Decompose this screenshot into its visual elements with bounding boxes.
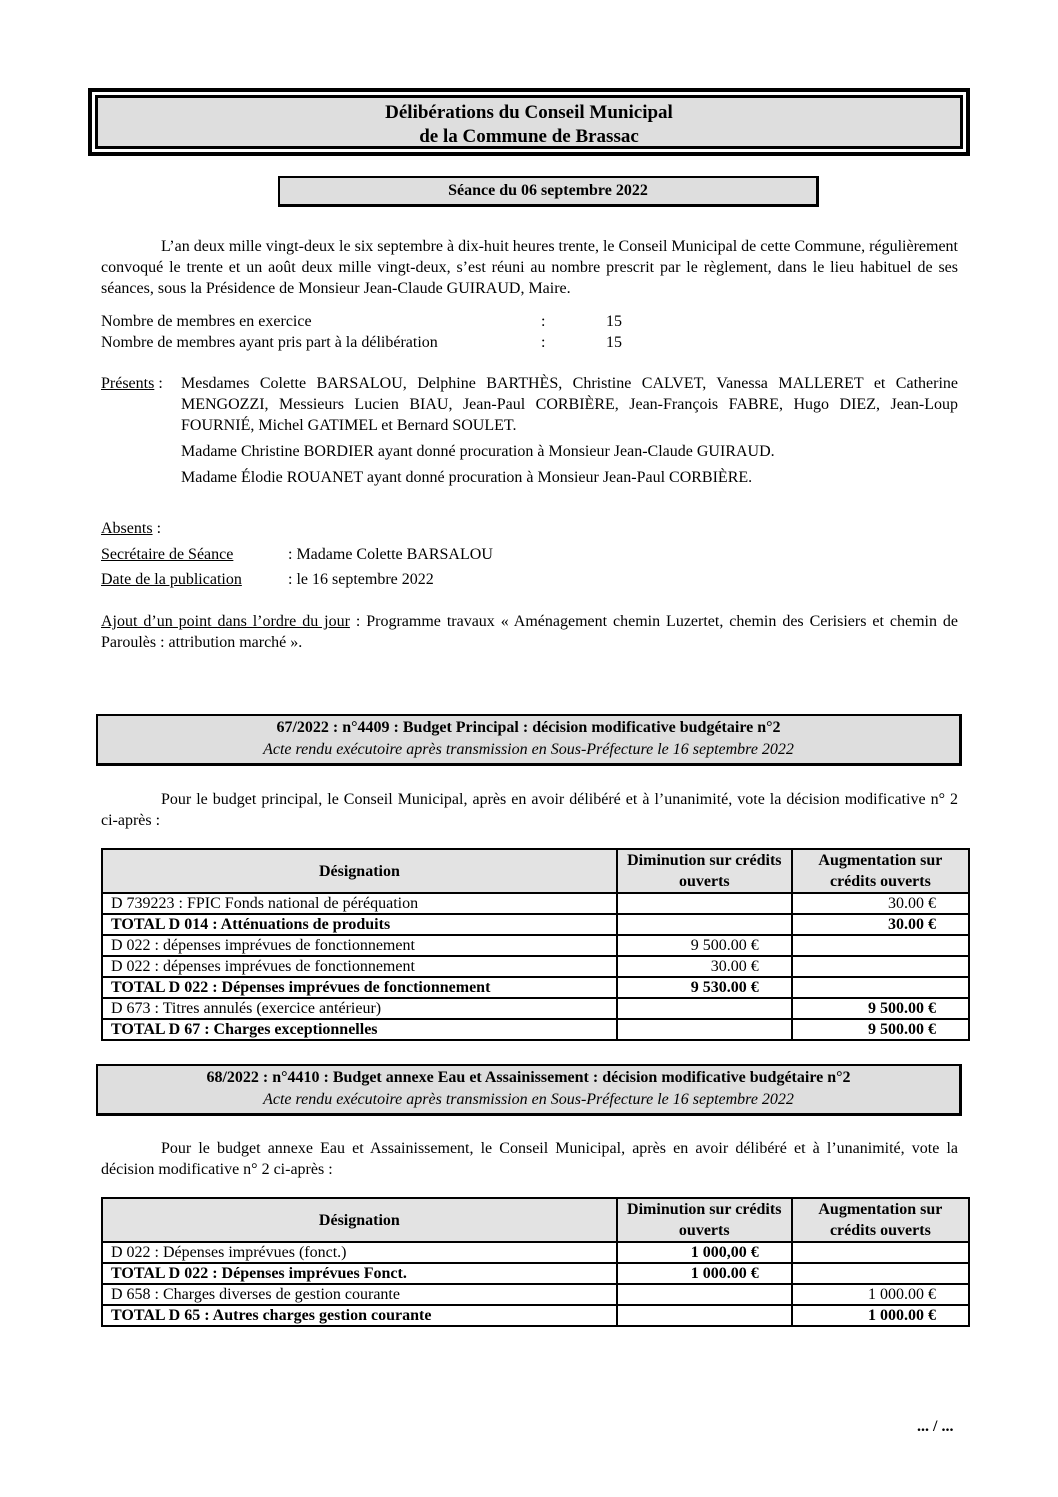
absents-row bbox=[101, 518, 161, 539]
deliberation-subtitle: Acte rendu exécutoire après transmission en Sous-Préfecture le 16 septembre 2022 bbox=[263, 1091, 794, 1108]
header-diminution: Diminution sur crédits ouverts bbox=[617, 1198, 792, 1242]
cell-augmentation bbox=[792, 977, 969, 998]
budget-principal-table bbox=[101, 848, 970, 1041]
deliberation-67-header bbox=[96, 714, 962, 766]
count-label: Nombre de membres en exercice bbox=[101, 313, 312, 330]
table-row bbox=[102, 1284, 969, 1305]
secretaire-row bbox=[101, 544, 493, 565]
cell-diminution bbox=[617, 998, 792, 1019]
table-total-row bbox=[102, 1305, 969, 1326]
procuration-1: Madame Christine BORDIER ayant donné procuration à Monsieur Jean-Claude GUIRAUD. bbox=[181, 443, 775, 460]
deliberation-title: 67/2022 : n°4409 : Budget Principal : décision modificative budgétaire n°2 bbox=[276, 719, 781, 736]
header-diminution: Diminution sur crédits ouverts bbox=[617, 849, 792, 893]
count-colon: : bbox=[541, 334, 546, 351]
publication-row bbox=[101, 569, 434, 590]
cell-designation: D 658 : Charges diverses de gestion courante bbox=[102, 1284, 617, 1305]
title-line-1: Délibérations du Conseil Municipal bbox=[385, 102, 673, 123]
cell-designation: D 022 : dépenses imprévues de fonctionnement bbox=[102, 935, 617, 956]
header-designation: Désignation bbox=[102, 849, 617, 893]
cell-diminution: 30.00 € bbox=[617, 956, 792, 977]
presents-label-wrap bbox=[101, 373, 163, 394]
cell-augmentation: 30.00 € bbox=[792, 914, 969, 935]
cell-designation: D 022 : dépenses imprévues de fonctionnement bbox=[102, 956, 617, 977]
cell-designation: TOTAL D 022 : Dépenses imprévues de fonctionnement bbox=[102, 977, 617, 998]
procuration-2: Madame Élodie ROUANET ayant donné procuration à Monsieur Jean-Paul CORBIÈRE. bbox=[181, 469, 753, 486]
cell-diminution: 1 000,00 € bbox=[617, 1242, 792, 1263]
cell-augmentation bbox=[792, 956, 969, 977]
deliberation-67-paragraph: Pour le budget principal, le Conseil Municipal, après en avoir délibéré et à l’unanimité, vote la décision modificative n° 2 ci-après : bbox=[101, 791, 958, 829]
cell-diminution: 9 530.00 € bbox=[617, 977, 792, 998]
cell-designation: TOTAL D 67 : Charges exceptionnelles bbox=[102, 1019, 617, 1040]
agenda-addition bbox=[101, 611, 958, 653]
secretaire-value: : Madame Colette BARSALOU bbox=[288, 546, 493, 563]
cell-augmentation: 30.00 € bbox=[792, 893, 969, 914]
cell-augmentation: 9 500.00 € bbox=[792, 1019, 969, 1040]
cell-diminution bbox=[617, 1019, 792, 1040]
deliberation-68-header bbox=[96, 1064, 962, 1116]
presents-section bbox=[101, 373, 958, 488]
cell-augmentation: 9 500.00 € bbox=[792, 998, 969, 1019]
header-augmentation: Augmentation sur crédits ouverts bbox=[792, 1198, 969, 1242]
cell-designation: D 673 : Titres annulés (exercice antérieur) bbox=[102, 998, 617, 1019]
cell-diminution bbox=[617, 914, 792, 935]
presents-label: Présents bbox=[101, 375, 155, 392]
deliberation-subtitle: Acte rendu exécutoire après transmission en Sous-Préfecture le 16 septembre 2022 bbox=[263, 741, 794, 758]
cell-designation: TOTAL D 022 : Dépenses imprévues Fonct. bbox=[102, 1263, 617, 1284]
deliberation-title: 68/2022 : n°4410 : Budget annexe Eau et Assainissement : décision modificative budgétaire n°2 bbox=[206, 1069, 851, 1086]
table-header-row bbox=[102, 849, 969, 893]
document-title-box bbox=[88, 88, 970, 156]
table-total-row bbox=[102, 914, 969, 935]
secretaire-label: Secrétaire de Séance bbox=[101, 546, 234, 563]
cell-designation: D 739223 : FPIC Fonds national de péréquation bbox=[102, 893, 617, 914]
publication-value: : le 16 septembre 2022 bbox=[288, 571, 434, 588]
budget-eau-assainissement-table bbox=[101, 1197, 970, 1327]
agenda-addition-label: Ajout d’un point dans l’ordre du jour bbox=[101, 613, 350, 630]
table-row bbox=[102, 1242, 969, 1263]
cell-designation: TOTAL D 014 : Atténuations de produits bbox=[102, 914, 617, 935]
cell-diminution: 1 000.00 € bbox=[617, 1263, 792, 1284]
presents-separator: : bbox=[154, 375, 163, 392]
cell-diminution bbox=[617, 1305, 792, 1326]
cell-augmentation bbox=[792, 1242, 969, 1263]
table-total-row bbox=[102, 1263, 969, 1284]
cell-designation: D 022 : Dépenses imprévues (fonct.) bbox=[102, 1242, 617, 1263]
intro-paragraph: L’an deux mille vingt-deux le six septembre à dix-huit heures trente, le Conseil Municipal de cette Commune, régulièrement convoqué le trente et un août deux mille vingt-deux, s’est réuni au nombre prescrit par le règlement, dans le lieu habituel de ses séances, sous la Présidence de Monsieur Jean-Claude GUIRAUD, Maire. bbox=[101, 238, 958, 297]
deliberation-68-paragraph: Pour le budget annexe Eau et Assainissement, le Conseil Municipal, après en avoir délibéré et à l’unanimité, vote la décision modificative n° 2 ci-après : bbox=[101, 1140, 958, 1178]
table-total-row bbox=[102, 977, 969, 998]
absents-separator: : bbox=[152, 520, 162, 537]
absents-label: Absents bbox=[101, 520, 153, 537]
count-colon: : bbox=[541, 313, 546, 330]
cell-designation: TOTAL D 65 : Autres charges gestion courante bbox=[102, 1305, 617, 1326]
document-title bbox=[95, 95, 963, 149]
table-row bbox=[102, 935, 969, 956]
table-header-row bbox=[102, 1198, 969, 1242]
title-line-2: de la Commune de Brassac bbox=[419, 126, 639, 147]
table-row bbox=[102, 956, 969, 977]
presents-list: Mesdames Colette BARSALOU, Delphine BARTHÈS, Christine CALVET, Vanessa MALLERET et Catherine MENGOZZI, Messieurs Lucien BIAU, Jean-Paul CORBIÈRE, Jean-François FABRE, Hugo DIEZ, Jean-Loup FOURNIÉ, Michel GATIMEL et Bernard SOULET. bbox=[181, 375, 958, 434]
seance-date-box: Séance du 06 septembre 2022 bbox=[278, 176, 819, 207]
cell-diminution bbox=[617, 1284, 792, 1305]
table-row bbox=[102, 998, 969, 1019]
page-continuation-marker: ... / ... bbox=[917, 1418, 954, 1435]
cell-diminution bbox=[617, 893, 792, 914]
cell-augmentation: 1 000.00 € bbox=[792, 1305, 969, 1326]
count-value: 15 bbox=[606, 334, 622, 351]
count-value: 15 bbox=[606, 313, 622, 330]
count-label: Nombre de membres ayant pris part à la délibération bbox=[101, 334, 438, 351]
cell-augmentation bbox=[792, 935, 969, 956]
cell-augmentation bbox=[792, 1263, 969, 1284]
publication-label: Date de la publication bbox=[101, 571, 242, 588]
table-total-row bbox=[102, 1019, 969, 1040]
agenda-addition-text: : Programme travaux « Aménagement chemin Luzertet, chemin des Cerisiers et chemin de Paroulès : attribution marché ». bbox=[101, 613, 959, 651]
cell-diminution: 9 500.00 € bbox=[617, 935, 792, 956]
table-row bbox=[102, 893, 969, 914]
cell-augmentation: 1 000.00 € bbox=[792, 1284, 969, 1305]
header-augmentation: Augmentation sur crédits ouverts bbox=[792, 849, 969, 893]
header-designation: Désignation bbox=[102, 1198, 617, 1242]
